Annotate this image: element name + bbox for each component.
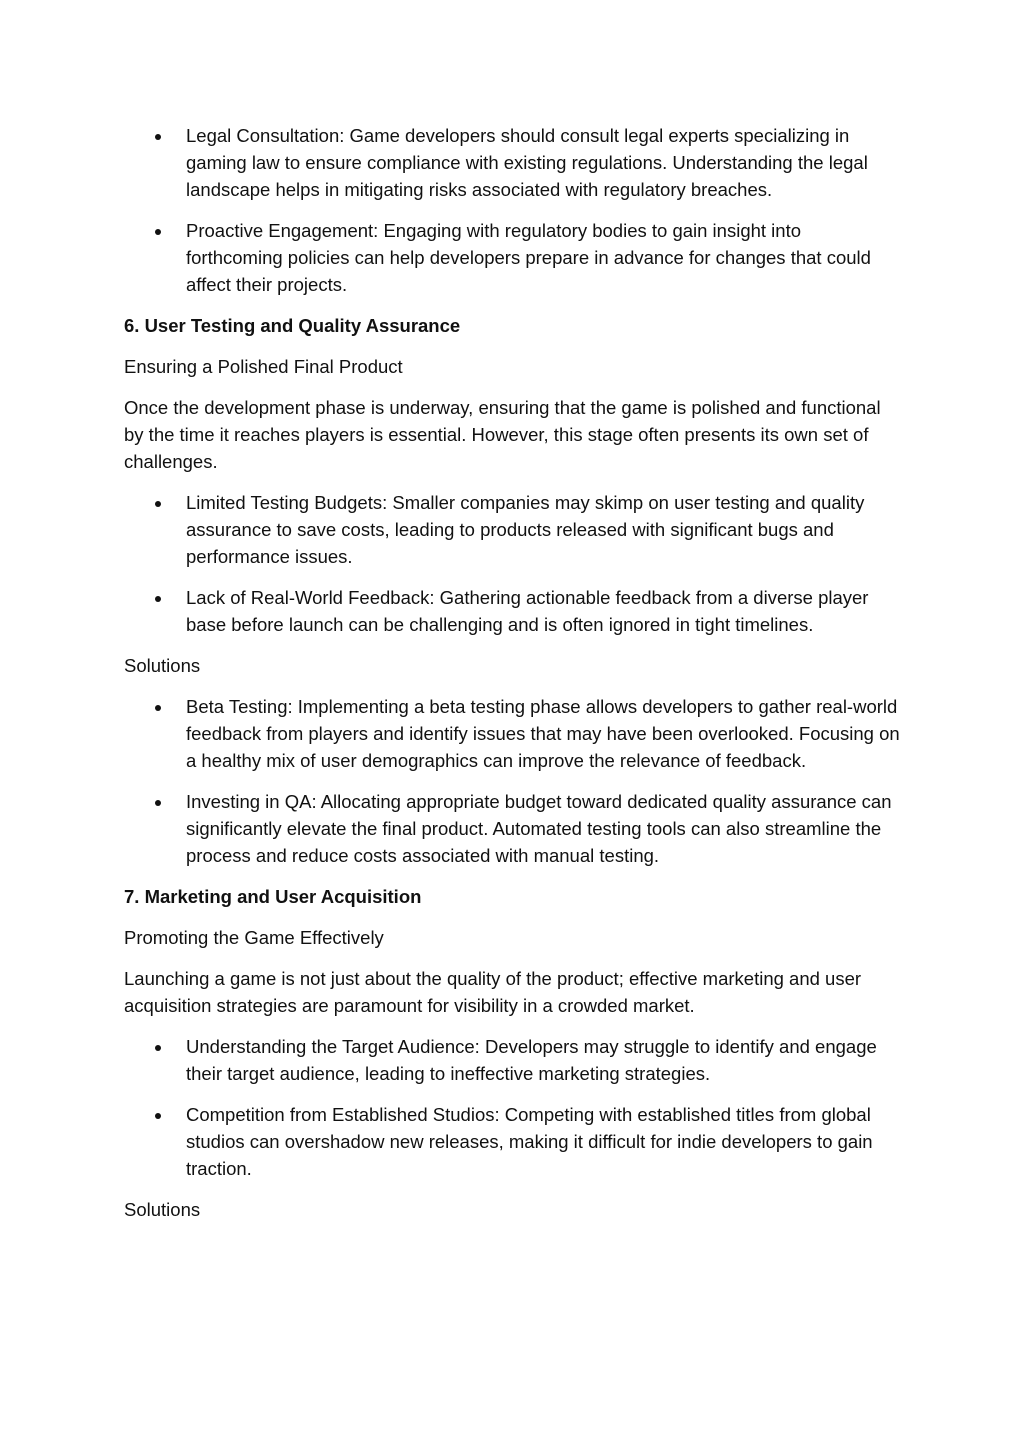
list-item-text: Lack of Real-World Feedback: Gathering actionable feedback from a diverse player base before launch can be challenging and is often ignored in tight timelines. <box>186 587 869 635</box>
section-7-intro: Launching a game is not just about the quality of the product; effective marketing and user acquisition strategies are paramount for visibility in a crowded market. <box>124 968 862 1016</box>
legal-solutions-list <box>124 122 900 298</box>
section-7-subheading: Promoting the Game Effectively <box>124 927 384 948</box>
bullet-icon <box>155 705 161 711</box>
section-6-heading: 6. User Testing and Quality Assurance <box>124 315 461 336</box>
list-item <box>124 1033 900 1087</box>
bullet-icon <box>155 501 161 507</box>
bullet-icon <box>155 1113 161 1119</box>
section-6-intro: Once the development phase is underway, ensuring that the game is polished and functional by the time it reaches players is essential. However, this stage often presents its own set of challenges. <box>124 397 881 472</box>
bullet-icon <box>155 134 161 140</box>
section-6-solutions-label: Solutions <box>124 655 201 676</box>
list-item-text: Legal Consultation: Game developers should consult legal experts specializing in gaming law to ensure compliance with existing regulations. Understanding the legal landscape helps in mitigating risks associated with regulatory breaches. <box>186 125 868 200</box>
list-item-text: Competition from Established Studios: Competing with established titles from global studios can overshadow new releases, making it difficult for indie developers to gain traction. <box>186 1104 873 1179</box>
list-item-text: Investing in QA: Allocating appropriate budget toward dedicated quality assurance can significantly elevate the final product. Automated testing tools can also streamline the process and reduce costs associated with manual testing. <box>186 791 892 866</box>
list-item-text: Limited Testing Budgets: Smaller companies may skimp on user testing and quality assurance to save costs, leading to products released with significant bugs and performance issues. <box>186 492 865 567</box>
bullet-icon <box>155 800 161 806</box>
list-item-text: Proactive Engagement: Engaging with regulatory bodies to gain insight into forthcoming policies can help developers prepare in advance for changes that could affect their projects. <box>186 220 871 295</box>
list-item <box>124 489 900 570</box>
section-7-challenges-list <box>124 1033 900 1182</box>
list-item <box>124 122 900 203</box>
list-item <box>124 217 900 298</box>
list-item <box>124 693 900 774</box>
section-6-solutions-list <box>124 693 900 869</box>
list-item-text: Understanding the Target Audience: Developers may struggle to identify and engage their target audience, leading to ineffective marketing strategies. <box>186 1036 877 1084</box>
section-6-challenges-list <box>124 489 900 638</box>
bullet-icon <box>155 1045 161 1051</box>
section-7-heading: 7. Marketing and User Acquisition <box>124 886 422 907</box>
section-7-solutions-label: Solutions <box>124 1199 201 1220</box>
list-item-text: Beta Testing: Implementing a beta testing phase allows developers to gather real-world feedback from players and identify issues that may have been overlooked. Focusing on a healthy mix of user demographics can improve the relevance of feedback. <box>186 696 900 771</box>
list-item <box>124 584 900 638</box>
document-page <box>124 122 900 1237</box>
list-item <box>124 1101 900 1182</box>
bullet-icon <box>155 596 161 602</box>
list-item <box>124 788 900 869</box>
section-6-subheading: Ensuring a Polished Final Product <box>124 356 403 377</box>
bullet-icon <box>155 229 161 235</box>
